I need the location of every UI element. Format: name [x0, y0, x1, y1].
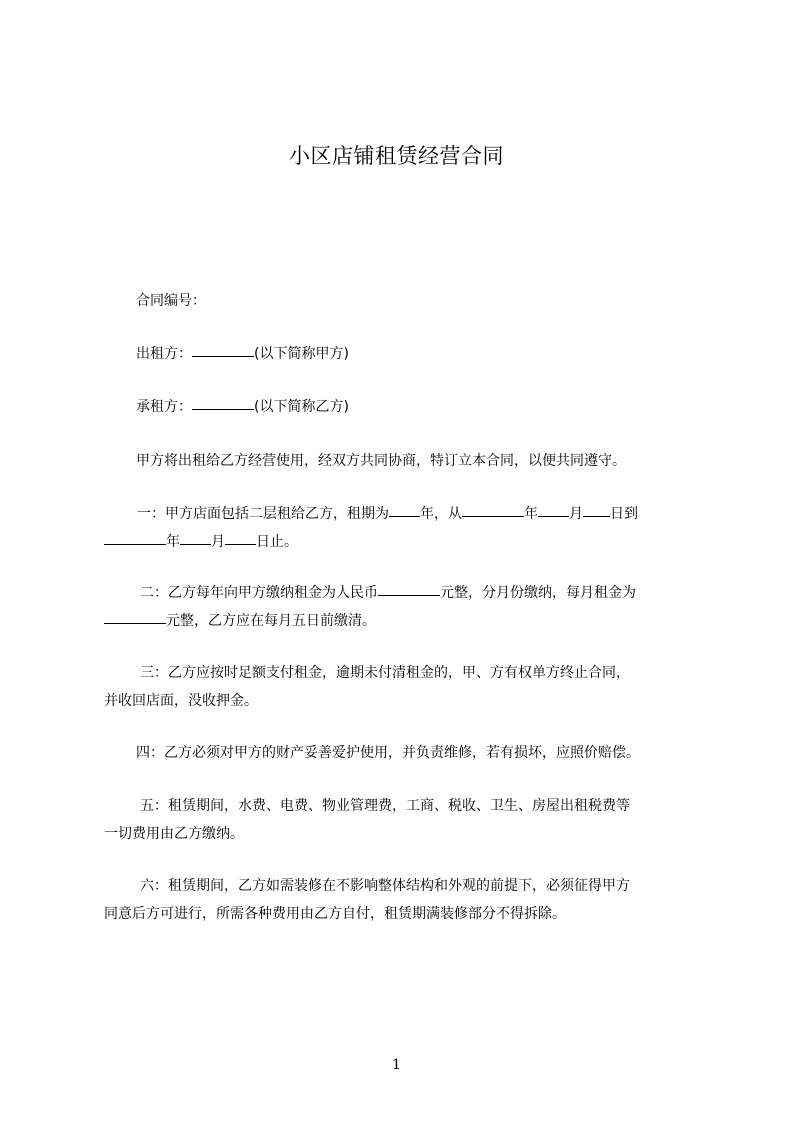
lessor-suffix: (以下简称甲方): [254, 346, 349, 362]
lease-term-years-blank[interactable]: [389, 502, 420, 517]
clause-3: [104, 659, 704, 715]
lessee-label: 承租方：: [136, 399, 192, 415]
monthly-rent-blank[interactable]: [104, 609, 166, 624]
contract-number-label: 合同编号：: [136, 293, 206, 309]
document-title: 小区店铺租赁经营合同: [289, 144, 504, 168]
clause-1-text: 日止。: [256, 534, 298, 550]
lessor-name-blank[interactable]: [192, 342, 254, 357]
start-day-blank[interactable]: [583, 502, 610, 517]
lessor-label: 出租方：: [136, 346, 192, 362]
contract-number-line: [136, 287, 736, 315]
clause-1-text: 年: [524, 506, 538, 522]
clause-2-text: 元整，分月份缴纳，每月租金为: [440, 585, 636, 601]
clause-2: [104, 579, 704, 635]
clause-5-line-1: 五：租赁期间，水费、电费、物业管理费，工商、税收、卫生、房屋出租税费等: [140, 798, 630, 814]
clause-1-text: 日到: [610, 506, 638, 522]
lessee-line: [136, 393, 736, 421]
intro-text: 甲方将出租给乙方经营使用，经双方共同协商，特订立本合同，以便共同遵守。: [136, 453, 626, 469]
clause-2-text: 元整，乙方应在每月五日前缴清。: [166, 613, 376, 629]
clause-3-line-1: 三：乙方应按时足额支付租金，逾期未付清租金的，甲、方有权单方终止合同，: [140, 665, 630, 681]
lessor-line: [136, 340, 736, 368]
clause-1-text: 一：甲方店面包括二层租给乙方，租期为: [137, 506, 389, 522]
clause-6: [104, 872, 704, 928]
clause-1-text: 年，从: [420, 506, 462, 522]
clause-6-line-1: 六：租赁期间，乙方如需装修在不影响整体结构和外观的前提下，必须征得甲方: [140, 878, 630, 894]
lessee-name-blank[interactable]: [192, 395, 254, 410]
end-year-blank[interactable]: [104, 530, 166, 545]
clause-3-line-2: 并收回店面，没收押金。: [104, 693, 258, 709]
clause-1-text: 月: [569, 506, 583, 522]
clause-4: [104, 739, 704, 767]
lessee-suffix: (以下简称乙方): [254, 399, 349, 415]
annual-rent-blank[interactable]: [378, 581, 440, 596]
intro-paragraph: [136, 447, 736, 475]
clause-1: [104, 500, 704, 556]
clause-4-text: 四：乙方必须对甲方的财产妥善爱护使用，并负责维修，若有损坏，应照价赔偿。: [136, 745, 640, 761]
end-day-blank[interactable]: [225, 530, 256, 545]
clause-1-text: 年: [166, 534, 180, 550]
clause-5: [104, 792, 704, 848]
end-month-blank[interactable]: [180, 530, 211, 545]
page-number: 1: [392, 1057, 401, 1073]
clause-2-text: 二：乙方每年向甲方缴纳租金为人民币: [140, 585, 378, 601]
start-month-blank[interactable]: [538, 502, 569, 517]
clause-1-text: 月: [211, 534, 225, 550]
clause-5-line-2: 一切费用由乙方缴纳。: [104, 826, 244, 842]
start-year-blank[interactable]: [462, 502, 524, 517]
clause-6-line-2: 同意后方可进行，所需各种费用由乙方自付，租赁期满装修部分不得拆除。: [104, 906, 566, 922]
